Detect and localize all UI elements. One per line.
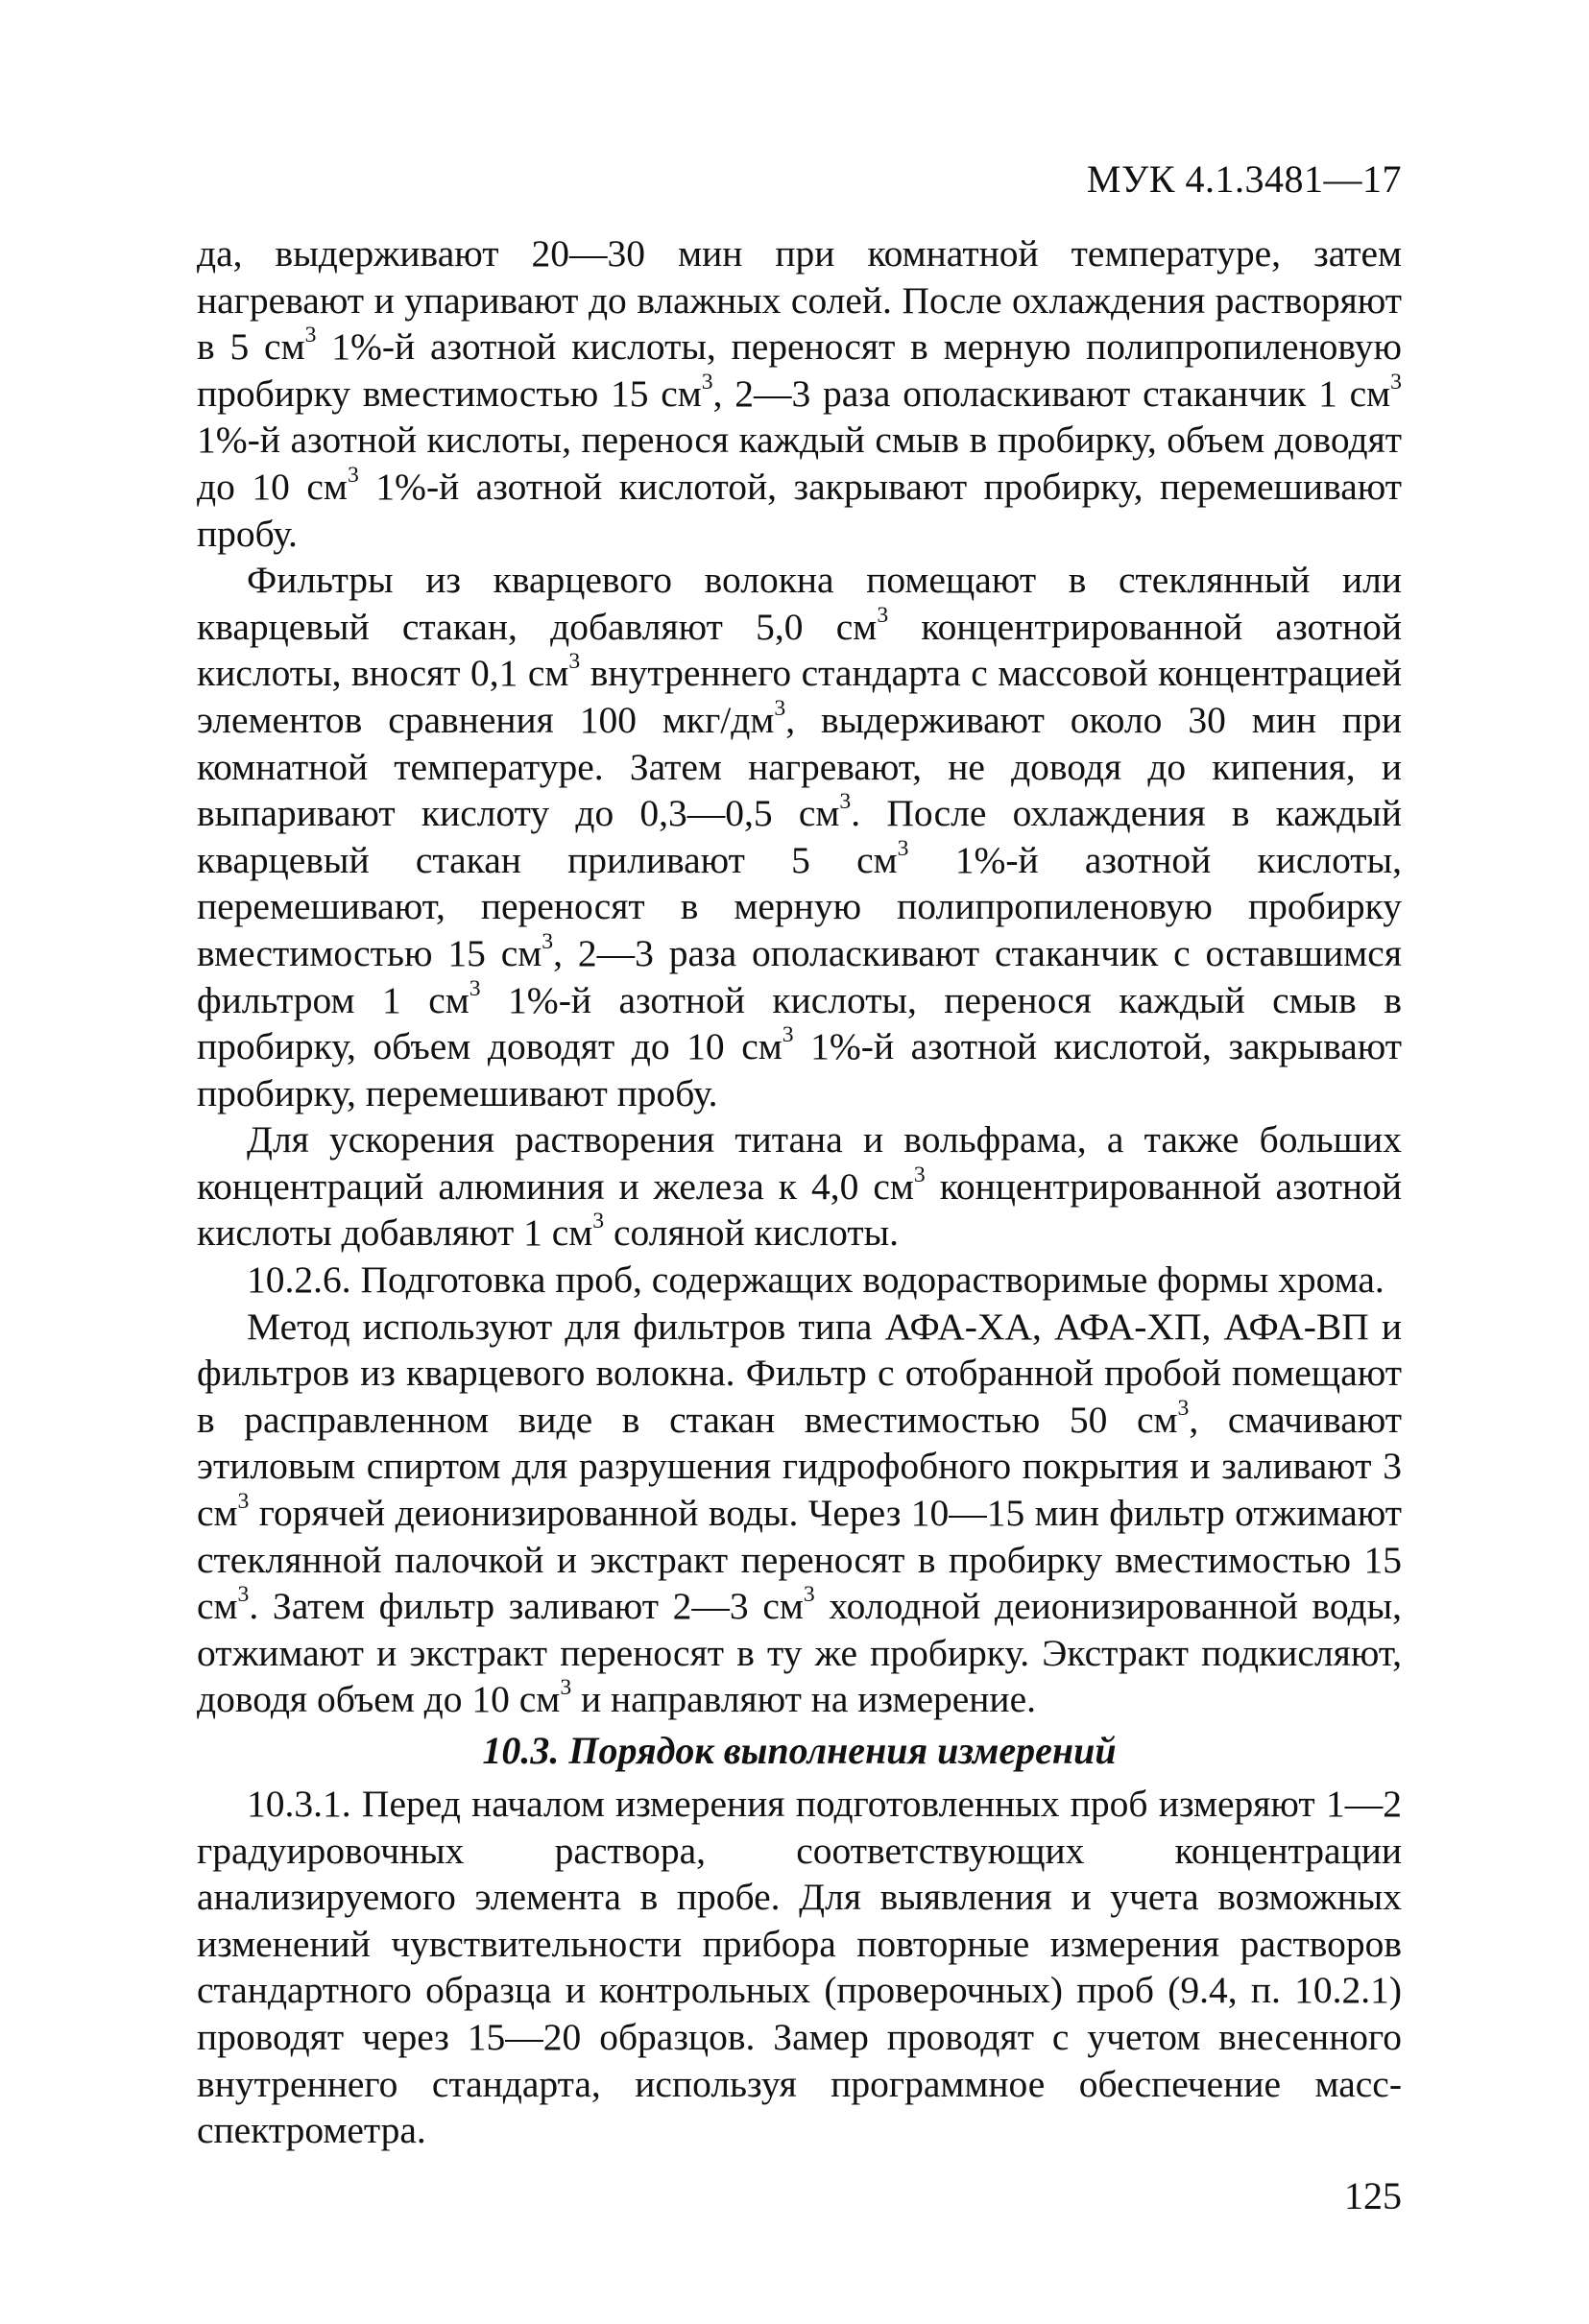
page-body	[197, 230, 1402, 2154]
text-run: 1%-й азотной кислоты, переносят в мерную полипропиленовую пробирку вместимостью 15 см	[197, 325, 1402, 415]
superscript: 3	[469, 975, 481, 1001]
paragraph-p5	[197, 1304, 1402, 1723]
superscript: 3	[592, 1209, 605, 1234]
superscript: 3	[913, 1162, 926, 1188]
text-run: концентрированной азотной кислоты, вносят 0,1 см	[197, 605, 1402, 695]
text-run: соляной кислоты.	[604, 1211, 899, 1255]
superscript: 3	[774, 696, 786, 722]
text-run: Для ускорения растворения титана и вольфрама, а также больших концентраций алюминия и железа к 4,0 см	[197, 1118, 1402, 1208]
paragraph-p3	[197, 1116, 1402, 1257]
text-run: 1%-й азотной кислотой, закрывают пробирку, перемешивают пробу.	[197, 465, 1402, 555]
paragraph-p1	[197, 230, 1402, 557]
text-run: . После охлаждения в каждый кварцевый стакан приливают 5 см	[197, 792, 1402, 881]
superscript: 3	[347, 463, 359, 489]
paragraph-p4	[197, 1257, 1402, 1304]
superscript: 3	[701, 370, 713, 395]
document-id-header: МУК 4.1.3481—17	[1086, 157, 1402, 201]
superscript: 3	[897, 835, 909, 861]
superscript: 3	[237, 1489, 250, 1515]
text-run: внутреннего стандарта с массовой концентрацией элементов сравнения 100 мкг/дм	[197, 652, 1402, 741]
superscript: 3	[542, 929, 554, 955]
text-run: Метод используют для фильтров типа АФА-ХА, АФА-ХП, АФА-ВП и фильтров из кварцевого волокна. Фильтр с отобранной пробой помещают в расправленном виде в стакан вместимостью 50 см	[197, 1305, 1402, 1441]
superscript: 3	[877, 602, 889, 628]
superscript: 3	[803, 1582, 815, 1608]
text-run: 10.3.1. Перед началом измерения подготовленных проб измеряют 1—2 градуировочных раствора, соответствующих концентрации анализируемого элемента в пробе. Для выявления и учета возможных изменений чувствительности прибора повторные измерения растворов стандартного образца и контрольных (проверочных) проб (9.4, п. 10.2.1) проводят через 15—20 образцов. Замер проводят с учетом внесенного внутреннего стандарта, используя программное обеспечение масс-спектрометра.	[197, 1783, 1402, 2152]
superscript: 3	[568, 649, 581, 675]
text-run: . Затем фильтр заливают 2—3 см	[249, 1585, 804, 1628]
body-paragraphs-after	[197, 1781, 1402, 2154]
superscript: 3	[304, 323, 317, 348]
text-run: , выдерживают около 30 мин при комнатной температуре. Затем нагревают, не доводя до кипения, и выпаривают кислоту до 0,3—0,5 см	[197, 698, 1402, 835]
superscript: 3	[1390, 370, 1402, 395]
text-run: , 2—3 раза ополаскивают стаканчик 1 см	[712, 371, 1391, 415]
text-run: Фильтры из кварцевого волокна помещают в стеклянный или кварцевый стакан, добавляют 5,0 см	[197, 559, 1402, 648]
text-run: 1%-й азотной кислотой, закрывают пробирку, перемешивают пробу.	[197, 1025, 1402, 1114]
section-heading: 10.3. Порядок выполнения измерений	[482, 1729, 1117, 1772]
superscript: 3	[1177, 1396, 1190, 1422]
superscript: 3	[782, 1022, 794, 1048]
paragraph-p6	[197, 1781, 1402, 2154]
text-run: 1%-й азотной кислоты, перемешивают, переносят в мерную полипропиленовую пробирку вместимостью 15 см	[197, 838, 1402, 974]
text-run: и направляют на измерение.	[571, 1678, 1036, 1721]
superscript: 3	[560, 1675, 572, 1701]
text-run: 10.2.6. Подготовка проб, содержащих водорастворимые формы хрома.	[247, 1258, 1384, 1302]
paragraph-p2	[197, 557, 1402, 1116]
text-run: концентрированной азотной кислоты добавляют 1 см	[197, 1164, 1402, 1255]
text-run: холодной деионизированной воды, отжимают и экстракт переносят в ту же пробирку. Экстракт подкисляют, доводя объем до 10 см	[197, 1585, 1402, 1721]
page-number: 125	[1344, 2174, 1402, 2217]
superscript: 3	[237, 1582, 250, 1608]
superscript: 3	[839, 789, 852, 815]
text-run: 1%-й азотной кислоты, перенося каждый смыв в пробирку, объем доводят до 10 см	[197, 978, 1402, 1068]
text-run: да, выдерживают 20—30 мин при комнатной температуре, затем нагревают и упаривают до влажных солей. После охлаждения растворяют в 5 см	[197, 232, 1402, 369]
text-run: , 2—3 раза ополаскивают стаканчик с оставшимся фильтром 1 см	[197, 931, 1403, 1021]
text-run: 1%-й азотной кислоты, перенося каждый смыв в пробирку, объем доводят до 10 см	[197, 419, 1402, 508]
text-run: горячей деионизированной воды. Через 10—15 мин фильтр отжимают стеклянной палочкой и экстракт переносят в пробирку вместимостью 15 см	[197, 1492, 1402, 1628]
text-run: , смачивают этиловым спиртом для разрушения гидрофобного покрытия и заливают 3 см	[197, 1398, 1402, 1535]
body-paragraphs-before	[197, 230, 1402, 1723]
